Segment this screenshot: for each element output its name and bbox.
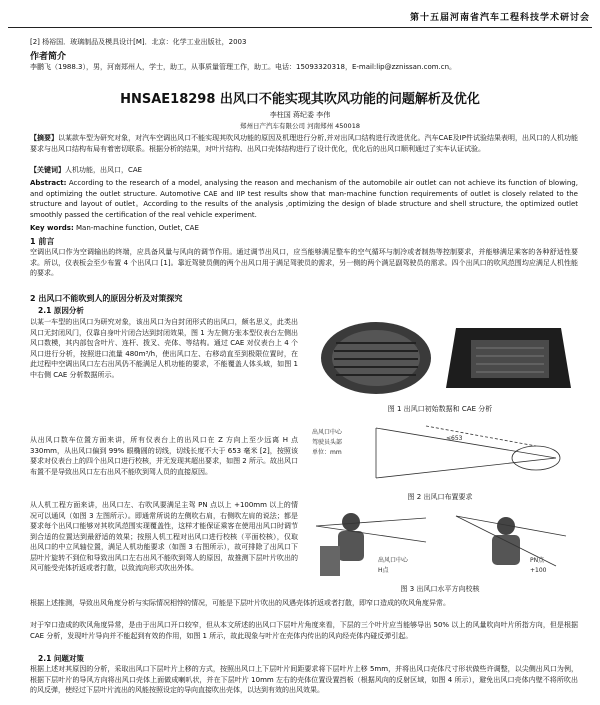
fig3-label-outlet: 出风口中心	[378, 557, 409, 564]
abstract-cn-label: 【摘要】	[30, 134, 59, 142]
figure-3	[306, 506, 574, 582]
header-rule	[8, 27, 592, 28]
fig2-label-outlet: 出风口中心	[312, 429, 343, 436]
figure-3-graphic	[306, 506, 574, 582]
abstract-cn-text: 以某款车型为研究对象，对汽车空调出风口不能实现其吹风功能的原因及机理进行分析,并对出风口结构进行改进优化。汽车CAE及IP件试验结果表明，出风口的人机功能要求与出风口结构布局有着密切联系。根据分析的结果，对叶片结构、出风口壳体结构进行了设计优化，优化后的出风口顺利通过了实车认证试验。	[30, 134, 578, 153]
abstract-en	[30, 178, 578, 222]
figure-2	[306, 418, 574, 490]
paper-title: HNSAE18298 出风口不能实现其吹风功能的问题解析及优化	[120, 92, 480, 107]
reference-entry: [2] 杨裕国．玻璃制品及模具设计[M]．北京：化学工业出版社，2003	[30, 38, 247, 46]
figure-1-caption: 图 1 出风口初始数据和 CAE 分析	[387, 405, 493, 413]
fig2-label-head: 驾驶员头部	[312, 439, 343, 446]
keywords-en-text: Man-machine function, Outlet, CAE	[76, 224, 199, 232]
left-para-1: 以某一车型的出风口为研究对象，该出风口为自封闭形式的出风口，颇名思义，此类出风口无封闭风门，仅靠自身叶片闭合达到封闭效果，图 1 为左侧方张本型仪表台左侧出风口数模，其内部包含叶片、连杆、拨叉、壳体、等结构。通过 CAE 对仪表台上 4 个风口进行分析，按照进口流量 480m³/h，使出风口左、右移动直至到极限位置时，在此过程中空调出风口左右出风仍不能满足人机功能的要求，不能覆盖人体头域，如图 1 中右侧 CAE 分析数据所示。	[30, 318, 298, 379]
fig3-label-offset: +100	[530, 567, 547, 574]
section22-heading: 2.1 问题对策	[38, 654, 84, 663]
author-bio: 李鹏飞（1988.3），男，河南郑州人，学士，助工，从事质量管理工作，助工。电话：15093320318，E-mail:lip@zznissan.com.cn。	[30, 63, 457, 71]
section1-heading: 1 前言	[30, 237, 55, 246]
running-header: 第十五届河南省汽车工程科技学术研讨会	[409, 13, 590, 23]
seated-occupant-right	[456, 516, 566, 566]
full-para-3: 根据上述对其原因的分析，采取出风口下层叶片上移的方式，按照出风口上下层叶片间距要求将下层叶片上移 5mm，并将出风口壳体尺寸形状做些许调整，以尖侧出风口为例，根据下层叶片的导风方向将出风口壳体上面做成喇叭状，并在下层叶片 10mm 左右的壳体位置设置挡板（根据风向的反射区域，如图 4 所示），避免出风口壳体内壁不将所吹出的风反弹，使经过下层叶片流出的风能按照设定的导向直接吹出壳体，以达到有效的出风效果。	[30, 665, 578, 694]
left-para-3: 从人机工程方面来讲，出风口左、右吹风要满足主驾 PN 点以上 +100mm 以上的情况可以通风（如图 3 左图所示）。即通常所说的左侧吹右肩，右侧吹左肩的说法；都是要求每个出风口能够对其吹风范围实现覆盖性，这样才能保证乘客在使用出风口时调节到合适的位置达到最舒适的效果；按照人机工程对出风口进行校核（平面校核），仅取出风口的中立风轴位置，满足人机功能要求（如图 3 右图所示），故可排除了出风口下层叶片旋转不到位和导致出风口左右出风不能吹到驾人的原因，故推测下层叶片吹出的风可能受壳体折返或者打散，以致流向形式吹出外体。	[30, 501, 298, 572]
author-list: 李柱国 蒋纪委 李伟	[269, 111, 331, 119]
keywords-en	[30, 223, 578, 234]
figure-1	[306, 318, 574, 402]
fig2-label-distance: ≤653	[446, 435, 463, 442]
author-bio-heading: 作者简介	[30, 52, 67, 62]
keywords-cn-label: 【关键词】	[30, 166, 65, 174]
section2-heading: 2 出风口不能吹到人的原因分析及对策探究	[30, 294, 183, 303]
fig3-label-h: H点	[378, 567, 389, 574]
abstract-en-text: According to the research of a model, analysing the reason and mechanism of the automobile air outlet can not achieve its function of blowing, and optimizing the outlet structure. Automotive CAE and IIP test results show that man-machine function requirements of outlet is closely related to the structure and layout of outlet。According to the results of the analysis ,optimizing the design of blade structure and shell structure, the optimized outlet smoothly passed the certification of the real vehicle experiment.	[30, 179, 578, 219]
figure-2-graphic	[306, 418, 574, 490]
section1-body: 空调出风口作为空调输出的终端，应具备风量与风向的调节作用。通过调节出风口，应当能够满足整车的空气循环与制冷或者制热等控制要求，并能够满足乘客的各种舒适性要求。所以，仪表板会至少布置 4 个出风口 [1]。靠近驾驶员侧的两个出风口用于满足驾驶员的需求，另一侧的两个满足副驾驶员的需求。四个出风口的吹风范围均应满足人机性能的要求。	[30, 248, 578, 277]
full-para-1: 根据上述推测，导致出风角度分析与实际情况相悖的情况，可能是下层叶片吹出的风遇壳体折返或者打散，即窄口造成的吹风角度异常。	[30, 599, 450, 607]
figure-1-graphic	[306, 318, 574, 402]
fig3-label-pn: PN点	[530, 557, 545, 564]
section21-heading: 2.1 原因分析	[38, 306, 84, 315]
figure-2-caption: 图 2 出风口布置要求	[407, 493, 473, 501]
figure-3-caption: 图 3 出风口水平方向校核	[400, 585, 480, 593]
abstract-en-label: Abstract:	[30, 179, 67, 187]
keywords-cn	[30, 165, 578, 176]
fig2-label-unit: 单位：mm	[312, 449, 342, 456]
keywords-en-label: Key words:	[30, 224, 74, 232]
left-para-2: 从出风口数车位置方面来讲，所有仪表台上的出风口在 Z 方向上至少远离 H 点 330mm，从出风口偏到 99% 眼椭圆的切线，切线长度不大于 653 毫米 [2]，按照该要求对仪表台上的四个出风口进行校核，并无发现其超出要求，如图 2 所示。故出风口布置不是导致出风口左右出风不能吹到驾人员的直接原因。	[30, 436, 298, 476]
seated-occupant-left	[316, 513, 426, 576]
affiliation: 郑州日产汽车有限公司 河南郑州 450018	[240, 122, 360, 130]
full-para-2: 对于窄口造成的吹风角度异常，是由于出风口开口较窄，但从本文所述的出风口下层叶片角度来看，下层的三个叶片应当能够导出 50% 以上的风量吹向叶片所指方向，但是根据 CAE 分析，发现叶片导向并不能起到有效的作用，如图 1 所示，故此现象与叶片在壳体内传出的风向经壳体内碰反弹引起。	[30, 621, 578, 640]
keywords-cn-text: 人机功能，出风口，CAE	[65, 166, 143, 174]
